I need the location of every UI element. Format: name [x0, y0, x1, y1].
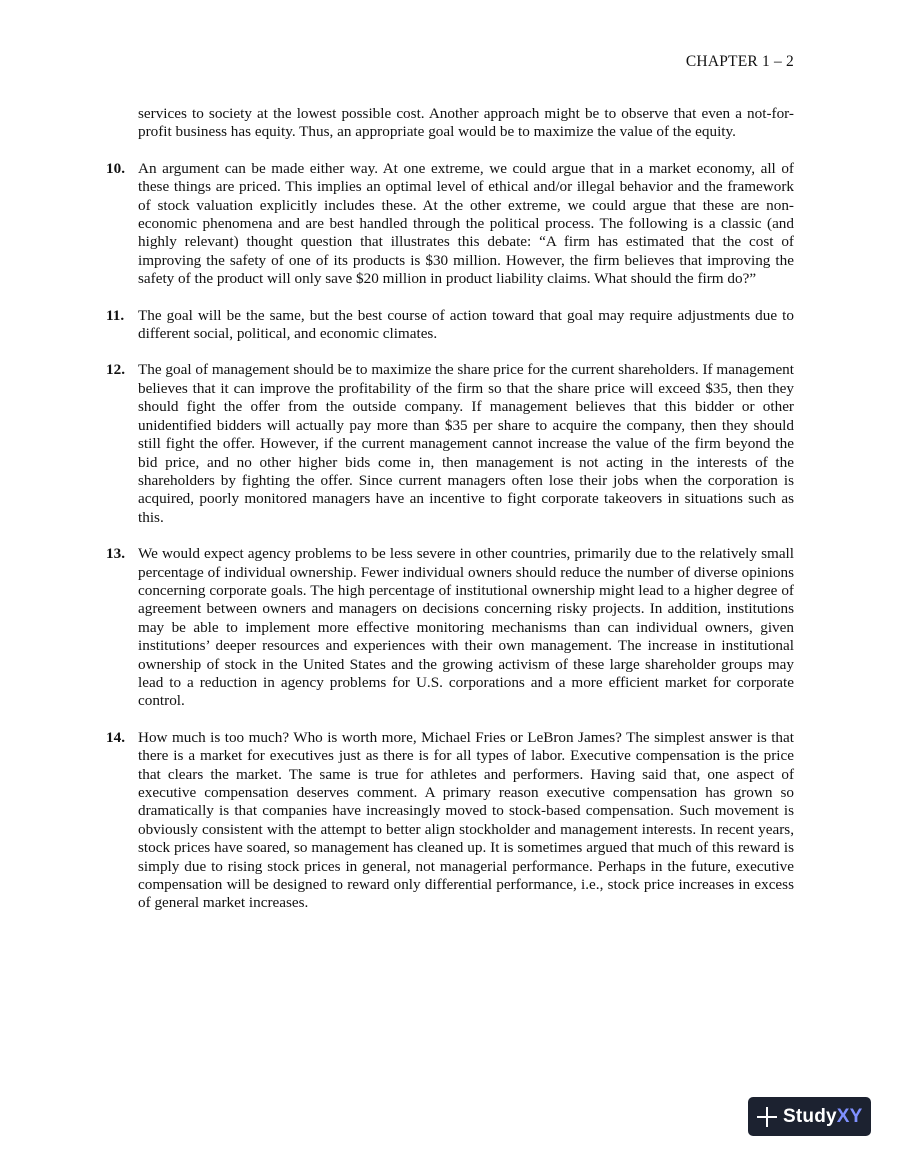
answer-item: [106, 729, 794, 913]
answer-number: 13.: [106, 545, 125, 563]
brand-accent: XY: [836, 1105, 863, 1127]
answer-number: 12.: [106, 361, 125, 379]
answer-item: [106, 361, 794, 527]
answer-text: An argument can be made either way. At one extreme, we could argue that in a market economy, all of these things are priced. This implies an optimal level of ethical and/or illegal behavior and the framework of stock valuation explicitly includes these. At the other extreme, we could argue that these are non-economic phenomena and are best handled through the political process. The following is a classic (and highly relevant) thought question that illustrates this debate: “A firm has estimated that the cost of improving the safety of one of its products is $30 million. However, the firm believes that improving the safety of the product will only save $20 million in product liability claims. What should the firm do?”: [138, 159, 794, 288]
answer-item: [106, 160, 794, 289]
answer-text: services to society at the lowest possible cost. Another approach might be to observe that even a not-for-profit business has equity. Thus, an appropriate goal would be to maximize the value of the equity.: [138, 105, 794, 141]
page-header: [686, 53, 794, 71]
answer-text: We would expect agency problems to be less severe in other countries, primarily due to the relatively small percentage of individual ownership. Fewer individual owners should reduce the number of diverse opinions concerning corporate goals. The high percentage of institutional ownership might lead to a higher degree of agreement between owners and managers on decisions concerning risky projects. In addition, institutions may be able to implement more effective monitoring mechanisms than can individual owners, given institutions’ deeper resources and experiences with their own management. The increase in institutional ownership of stock in the United States and the growing activism of these large shareholder groups may lead to a reduction in agency problems for U.S. corporations and a more efficient market for corporate control.: [138, 545, 794, 710]
document-body: [106, 105, 794, 931]
answer-text: The goal will be the same, but the best course of action toward that goal may require adjustments due to different social, political, and economic climates.: [138, 306, 794, 343]
chapter-label: CHAPTER 1 – 2: [685, 53, 794, 70]
answer-continuation: [106, 105, 794, 142]
brand-name: [783, 1106, 863, 1128]
plus-icon: [757, 1107, 777, 1127]
answer-number: 10.: [106, 159, 125, 177]
answer-item: [106, 307, 794, 344]
brand-main: Study: [783, 1105, 837, 1127]
answer-item: [106, 545, 794, 711]
answer-number: 11.: [106, 306, 125, 324]
answer-text: The goal of management should be to maximize the share price for the current shareholders. If management believes that it can improve the profitability of the firm so that the share price will exceed $35, then they should fight the offer from the outside company. If management believes that this bidder or other unidentified bidders will actually pay more than $35 per share to acquire the company, then they should still fight the offer. However, if the current management cannot increase the value of the firm beyond the bid price, and no other higher bids come in, then management is not acting in the interests of the shareholders by fighting the offer. Since current managers often lose their jobs when the corporation is acquired, poorly monitored managers have an incentive to fight corporate takeovers in situations such as this.: [138, 361, 794, 526]
answer-number: 14.: [106, 728, 125, 746]
studyxy-logo-button[interactable]: [748, 1097, 871, 1136]
answer-text: How much is too much? Who is worth more, Michael Fries or LeBron James? The simplest answer is that there is a market for executives just as there is for all types of labor. Executive compensation is the price that clears the market. The same is true for athletes and performers. Having said that, one aspect of executive compensation deserves comment. A primary reason executive compensation has grown so dramatically is that companies have increasingly moved to stock-based compensation. Such movement is obviously consistent with the attempt to better align stockholder and management interests. In recent years, stock prices have soared, so management has cleaned up. It is sometimes argued that much of this reward is simply due to rising stock prices in general, not managerial performance. Perhaps in the future, executive compensation will be designed to reward only differential performance, i.e., stock price increases in excess of general market increases.: [138, 728, 794, 912]
